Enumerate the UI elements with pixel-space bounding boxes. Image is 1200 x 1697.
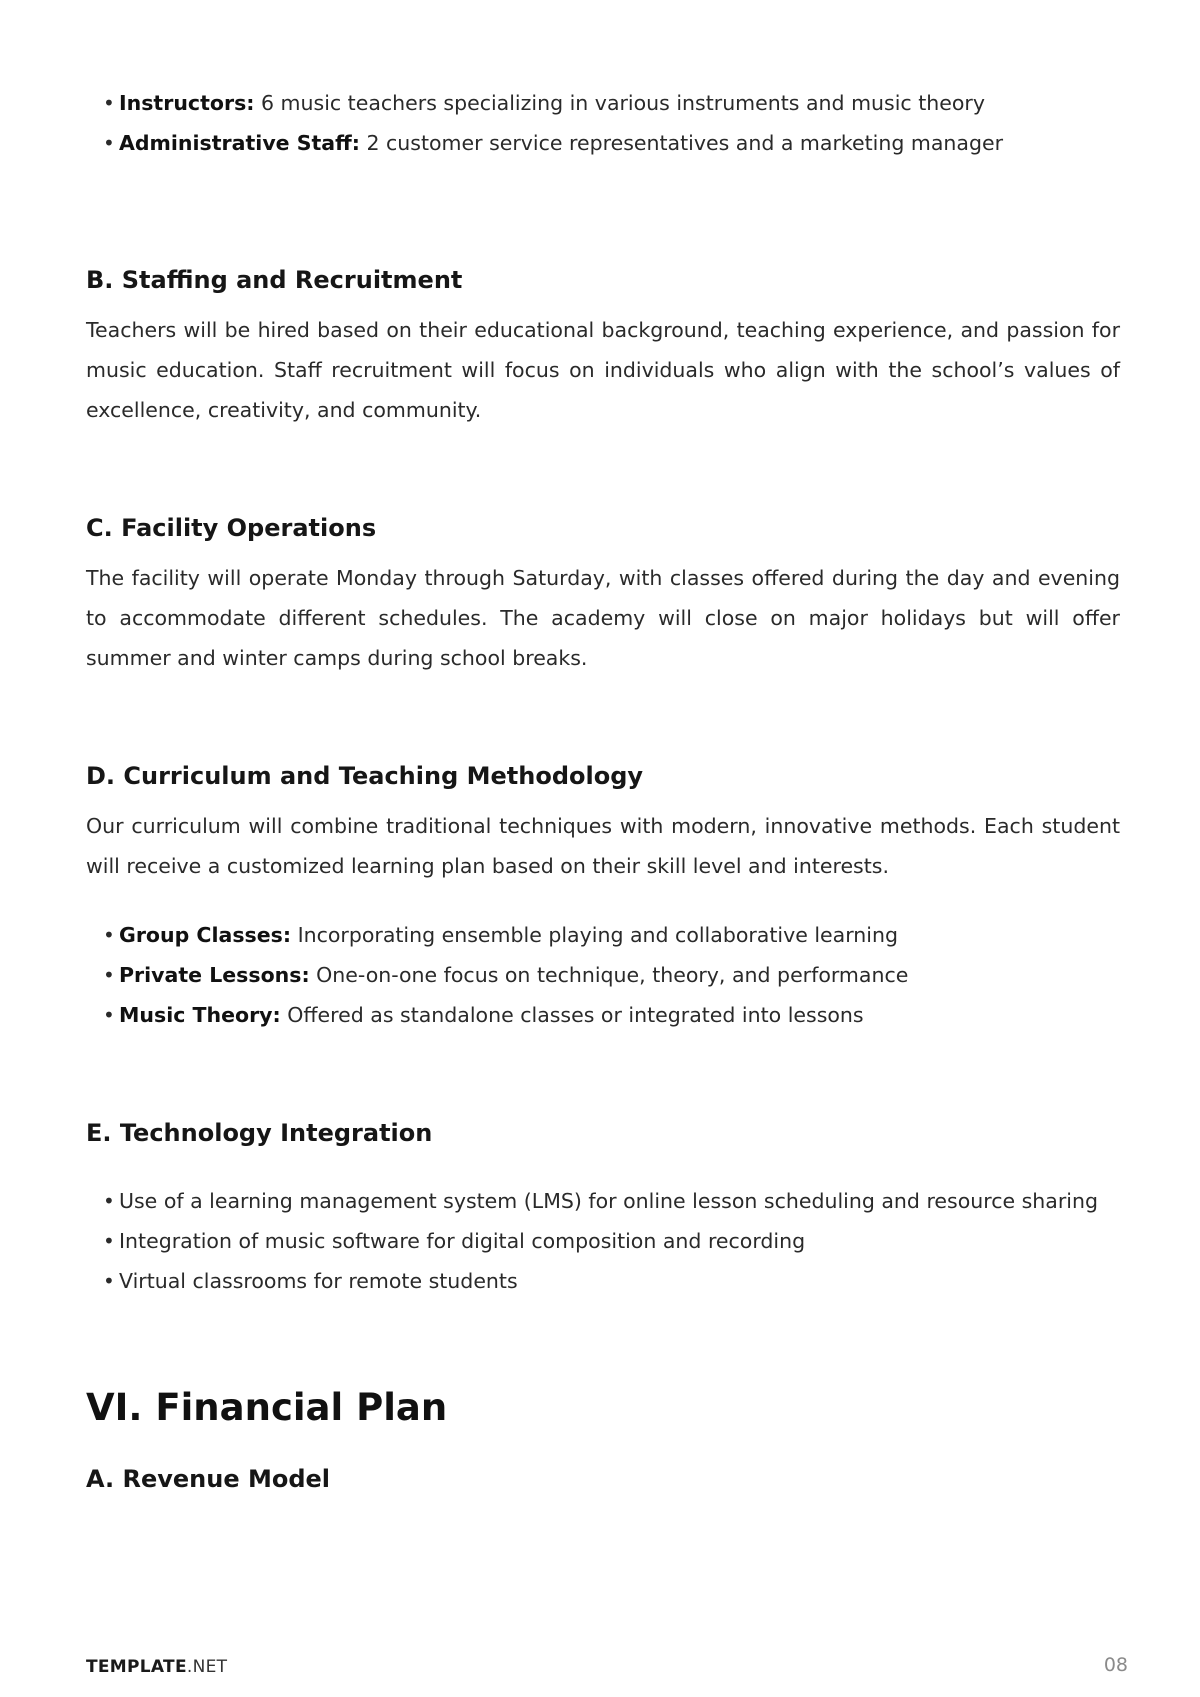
brand-bold-text: TEMPLATE (86, 1657, 187, 1677)
list-item (103, 1181, 1120, 1221)
list-item (103, 995, 1120, 1035)
bullet-icon: • (103, 1003, 115, 1027)
list-item-text: Integration of music software for digital composition and recording (119, 1229, 806, 1253)
staff-list-block (86, 83, 1120, 163)
section-heading-facility: C. Facility Operations (86, 514, 377, 542)
list-item-text: Incorporating ensemble playing and collaborative learning (291, 923, 898, 947)
list-item-text: Virtual classrooms for remote students (119, 1269, 518, 1293)
section-heading-revenue-model: A. Revenue Model (86, 1465, 331, 1493)
list-item-label: Private Lessons: (119, 963, 310, 987)
list-item-text: Use of a learning management system (LMS) for online lesson scheduling and resource sharing (119, 1189, 1098, 1213)
section-heading-technology: E. Technology Integration (86, 1119, 433, 1147)
list-item-text: 6 music teachers specializing in various instruments and music theory (254, 91, 985, 115)
chapter-heading-financial-plan: VI. Financial Plan (86, 1386, 448, 1429)
list-item (103, 955, 1120, 995)
section-body-facility: The facility will operate Monday through Saturday, with classes offered during the day and evening to accommodate different schedules. The academy will close on major holidays but will offer summer and winter camps during school breaks. (86, 566, 1120, 670)
bullet-icon: • (103, 1189, 115, 1213)
list-item (103, 915, 1120, 955)
technology-list-block (86, 1181, 1120, 1301)
list-item-label: Administrative Staff: (119, 131, 360, 155)
list-item-text: One-on-one focus on technique, theory, and performance (309, 963, 909, 987)
curriculum-list (86, 915, 1120, 1035)
list-item-label: Group Classes: (119, 923, 292, 947)
list-item-text: 2 customer service representatives and a marketing manager (359, 131, 1004, 155)
bullet-icon: • (103, 131, 115, 155)
staff-list (86, 83, 1120, 163)
list-item-label: Music Theory: (119, 1003, 281, 1027)
section-heading-curriculum: D. Curriculum and Teaching Methodology (86, 762, 644, 790)
bullet-icon: • (103, 1269, 115, 1293)
list-item (103, 1221, 1120, 1261)
list-item (103, 123, 1120, 163)
brand-rest-text: .NET (186, 1657, 228, 1677)
technology-list (86, 1181, 1120, 1301)
section-body-curriculum: Our curriculum will combine traditional techniques with modern, innovative methods. Each student will receive a customized learning plan based on their skill level and interests. (86, 814, 1120, 878)
list-item-label: Instructors: (119, 91, 255, 115)
bullet-icon: • (103, 91, 115, 115)
section-body-staffing: Teachers will be hired based on their educational background, teaching experience, and passion for music education. Staff recruitment will focus on individuals who align with the school’s values of excellence, creativity, and community. (86, 318, 1120, 422)
bullet-icon: • (103, 963, 115, 987)
section-heading-staffing: B. Staffing and Recruitment (86, 266, 463, 294)
bullet-icon: • (103, 1229, 115, 1253)
footer-brand-logo (86, 1657, 227, 1677)
curriculum-list-block (86, 915, 1120, 1035)
page-number: 08 (1103, 1654, 1128, 1676)
bullet-icon: • (103, 923, 115, 947)
list-item (103, 1261, 1120, 1301)
list-item (103, 83, 1120, 123)
list-item-text: Offered as standalone classes or integrated into lessons (280, 1003, 864, 1027)
